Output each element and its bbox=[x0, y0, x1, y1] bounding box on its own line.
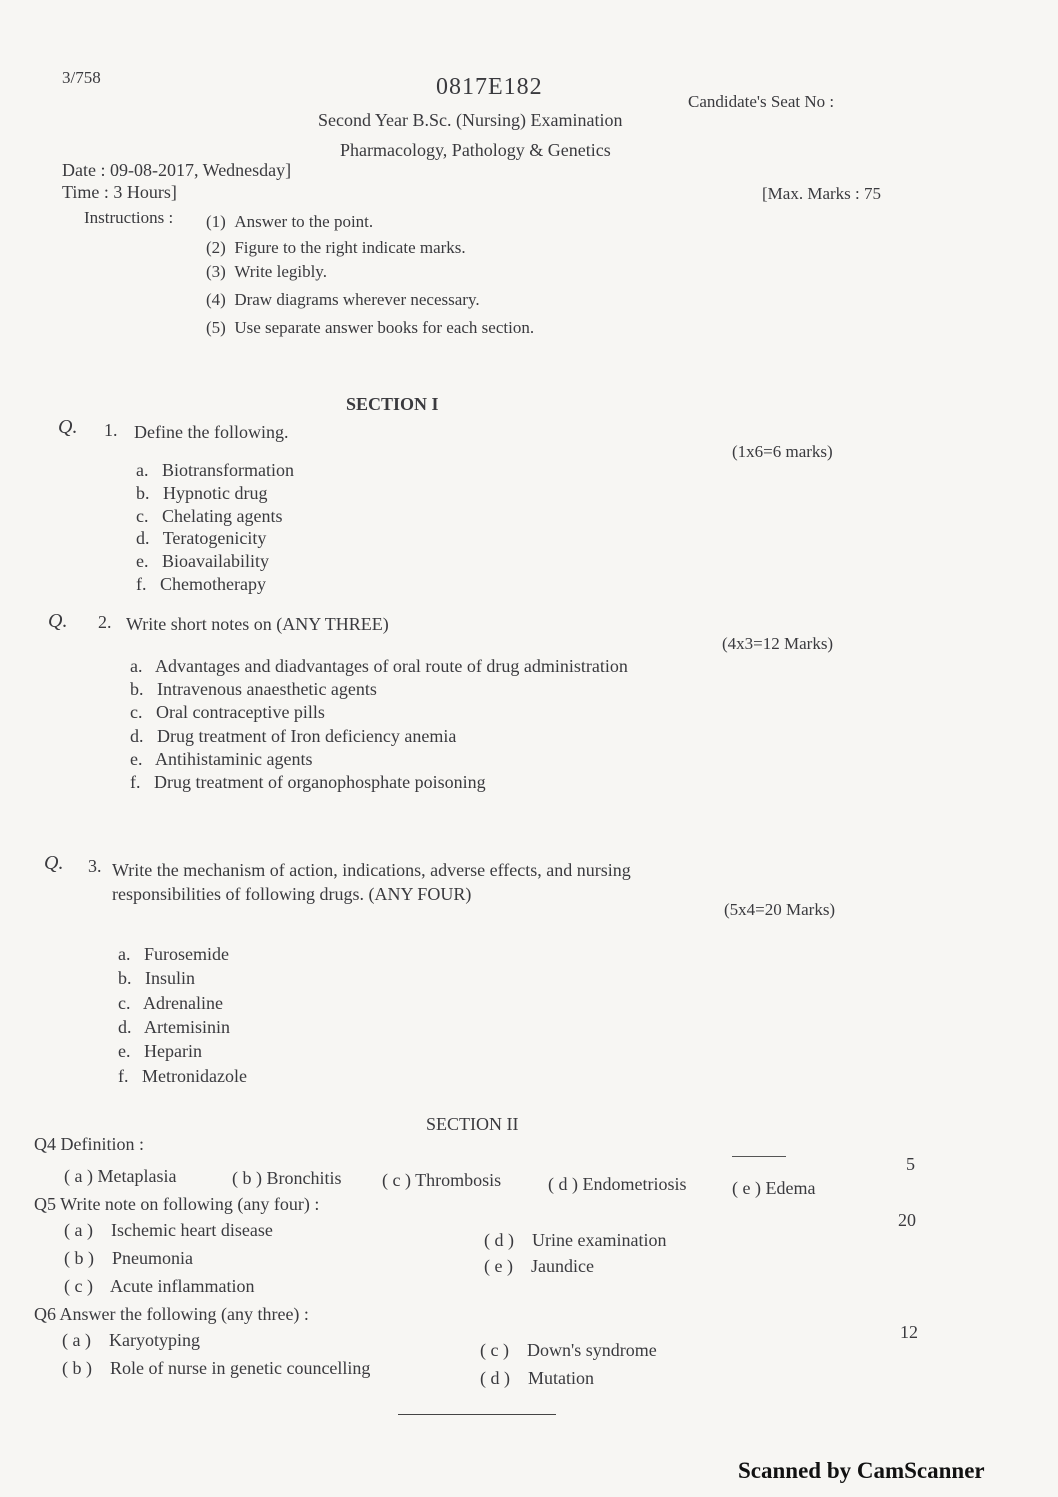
q2-prefix: Q. bbox=[48, 610, 68, 632]
q4-marks: 5 bbox=[906, 1154, 915, 1174]
list-item: b. Intravenous anaesthetic agents bbox=[130, 679, 377, 699]
section-2-title: SECTION II bbox=[426, 1114, 519, 1134]
list-item: c. Adrenaline bbox=[118, 993, 223, 1013]
q6-text: Q6 Answer the following (any three) : bbox=[34, 1304, 309, 1324]
list-item: b. Hypnotic drug bbox=[136, 483, 268, 503]
q1-marks: (1x6=6 marks) bbox=[732, 442, 833, 461]
q3-marks: (5x4=20 Marks) bbox=[724, 900, 836, 919]
list-item: e. Heparin bbox=[118, 1041, 202, 1061]
q1-prefix: Q. bbox=[58, 416, 78, 438]
list-item: ( c ) Acute inflammation bbox=[64, 1276, 255, 1296]
instruction-item: (3) Write legibly. bbox=[206, 262, 327, 281]
list-item: d. Artemisinin bbox=[118, 1017, 231, 1037]
list-item: ( b ) Pneumonia bbox=[64, 1248, 193, 1268]
q3-prefix: Q. bbox=[44, 852, 64, 874]
list-item: ( a ) Metaplasia bbox=[64, 1166, 177, 1186]
list-item: d. Teratogenicity bbox=[136, 528, 267, 548]
q6-marks: 12 bbox=[900, 1322, 918, 1342]
exam-time: Time : 3 Hours] bbox=[62, 182, 177, 202]
paper-code: 0817E182 bbox=[436, 74, 543, 100]
list-item: ( d ) Urine examination bbox=[484, 1230, 667, 1250]
q3-text-line-1: Write the mechanism of action, indications, adverse effects, and nursing bbox=[112, 860, 631, 880]
q1-number: 1. bbox=[104, 420, 118, 440]
list-item: ( a ) Karyotyping bbox=[62, 1330, 200, 1350]
list-item: f. Chemotherapy bbox=[136, 574, 266, 594]
list-item: d. Drug treatment of Iron deficiency anemia bbox=[130, 726, 457, 746]
subject-title: Pharmacology, Pathology & Genetics bbox=[340, 140, 611, 160]
list-item: ( e ) Jaundice bbox=[484, 1256, 594, 1276]
instructions-label: Instructions : bbox=[84, 208, 174, 227]
list-item: ( d ) Mutation bbox=[480, 1368, 594, 1388]
seat-number-label: Candidate's Seat No : bbox=[688, 92, 835, 111]
divider bbox=[732, 1156, 786, 1157]
instruction-item: (2) Figure to the right indicate marks. bbox=[206, 238, 466, 257]
instruction-item: (4) Draw diagrams wherever necessary. bbox=[206, 290, 480, 309]
list-item: ( b ) Bronchitis bbox=[232, 1168, 342, 1188]
list-item: f. Metronidazole bbox=[118, 1066, 247, 1086]
list-item: ( d ) Endometriosis bbox=[548, 1174, 687, 1194]
q5-marks: 20 bbox=[898, 1210, 916, 1230]
section-1-title: SECTION I bbox=[346, 394, 439, 414]
instruction-item: (5) Use separate answer books for each section. bbox=[206, 318, 535, 337]
q4-text: Q4 Definition : bbox=[34, 1134, 144, 1154]
paper-ref: 3/758 bbox=[62, 68, 101, 87]
list-item: a. Furosemide bbox=[118, 944, 229, 964]
list-item: ( a ) Ischemic heart disease bbox=[64, 1220, 273, 1240]
exam-date: Date : 09-08-2017, Wednesday] bbox=[62, 160, 292, 180]
q5-text: Q5 Write note on following (any four) : bbox=[34, 1194, 320, 1214]
list-item: ( b ) Role of nurse in genetic councelling bbox=[62, 1358, 371, 1378]
q2-text: Write short notes on (ANY THREE) bbox=[126, 614, 389, 634]
scanner-watermark: Scanned by CamScanner bbox=[738, 1458, 985, 1483]
list-item: c. Oral contraceptive pills bbox=[130, 702, 325, 722]
list-item: e. Antihistaminic agents bbox=[130, 749, 313, 769]
list-item: f. Drug treatment of organophosphate poisoning bbox=[130, 772, 486, 792]
end-divider bbox=[398, 1414, 556, 1415]
list-item: ( e ) Edema bbox=[732, 1178, 816, 1198]
exam-title: Second Year B.Sc. (Nursing) Examination bbox=[318, 110, 623, 130]
q1-text: Define the following. bbox=[134, 422, 289, 442]
list-item: ( c ) Down's syndrome bbox=[480, 1340, 657, 1360]
list-item: c. Chelating agents bbox=[136, 506, 283, 526]
q2-number: 2. bbox=[98, 612, 112, 632]
q3-number: 3. bbox=[88, 856, 102, 876]
instruction-item: (1) Answer to the point. bbox=[206, 212, 374, 231]
max-marks: [Max. Marks : 75 bbox=[762, 184, 881, 203]
list-item: b. Insulin bbox=[118, 968, 196, 988]
q2-marks: (4x3=12 Marks) bbox=[722, 634, 834, 653]
q3-text-line-2: responsibilities of following drugs. (ANY FOUR) bbox=[112, 884, 472, 904]
list-item: e. Bioavailability bbox=[136, 551, 269, 571]
list-item: a. Biotransformation bbox=[136, 460, 294, 480]
list-item: a. Advantages and diadvantages of oral route of drug administration bbox=[130, 656, 628, 676]
list-item: ( c ) Thrombosis bbox=[382, 1170, 502, 1190]
